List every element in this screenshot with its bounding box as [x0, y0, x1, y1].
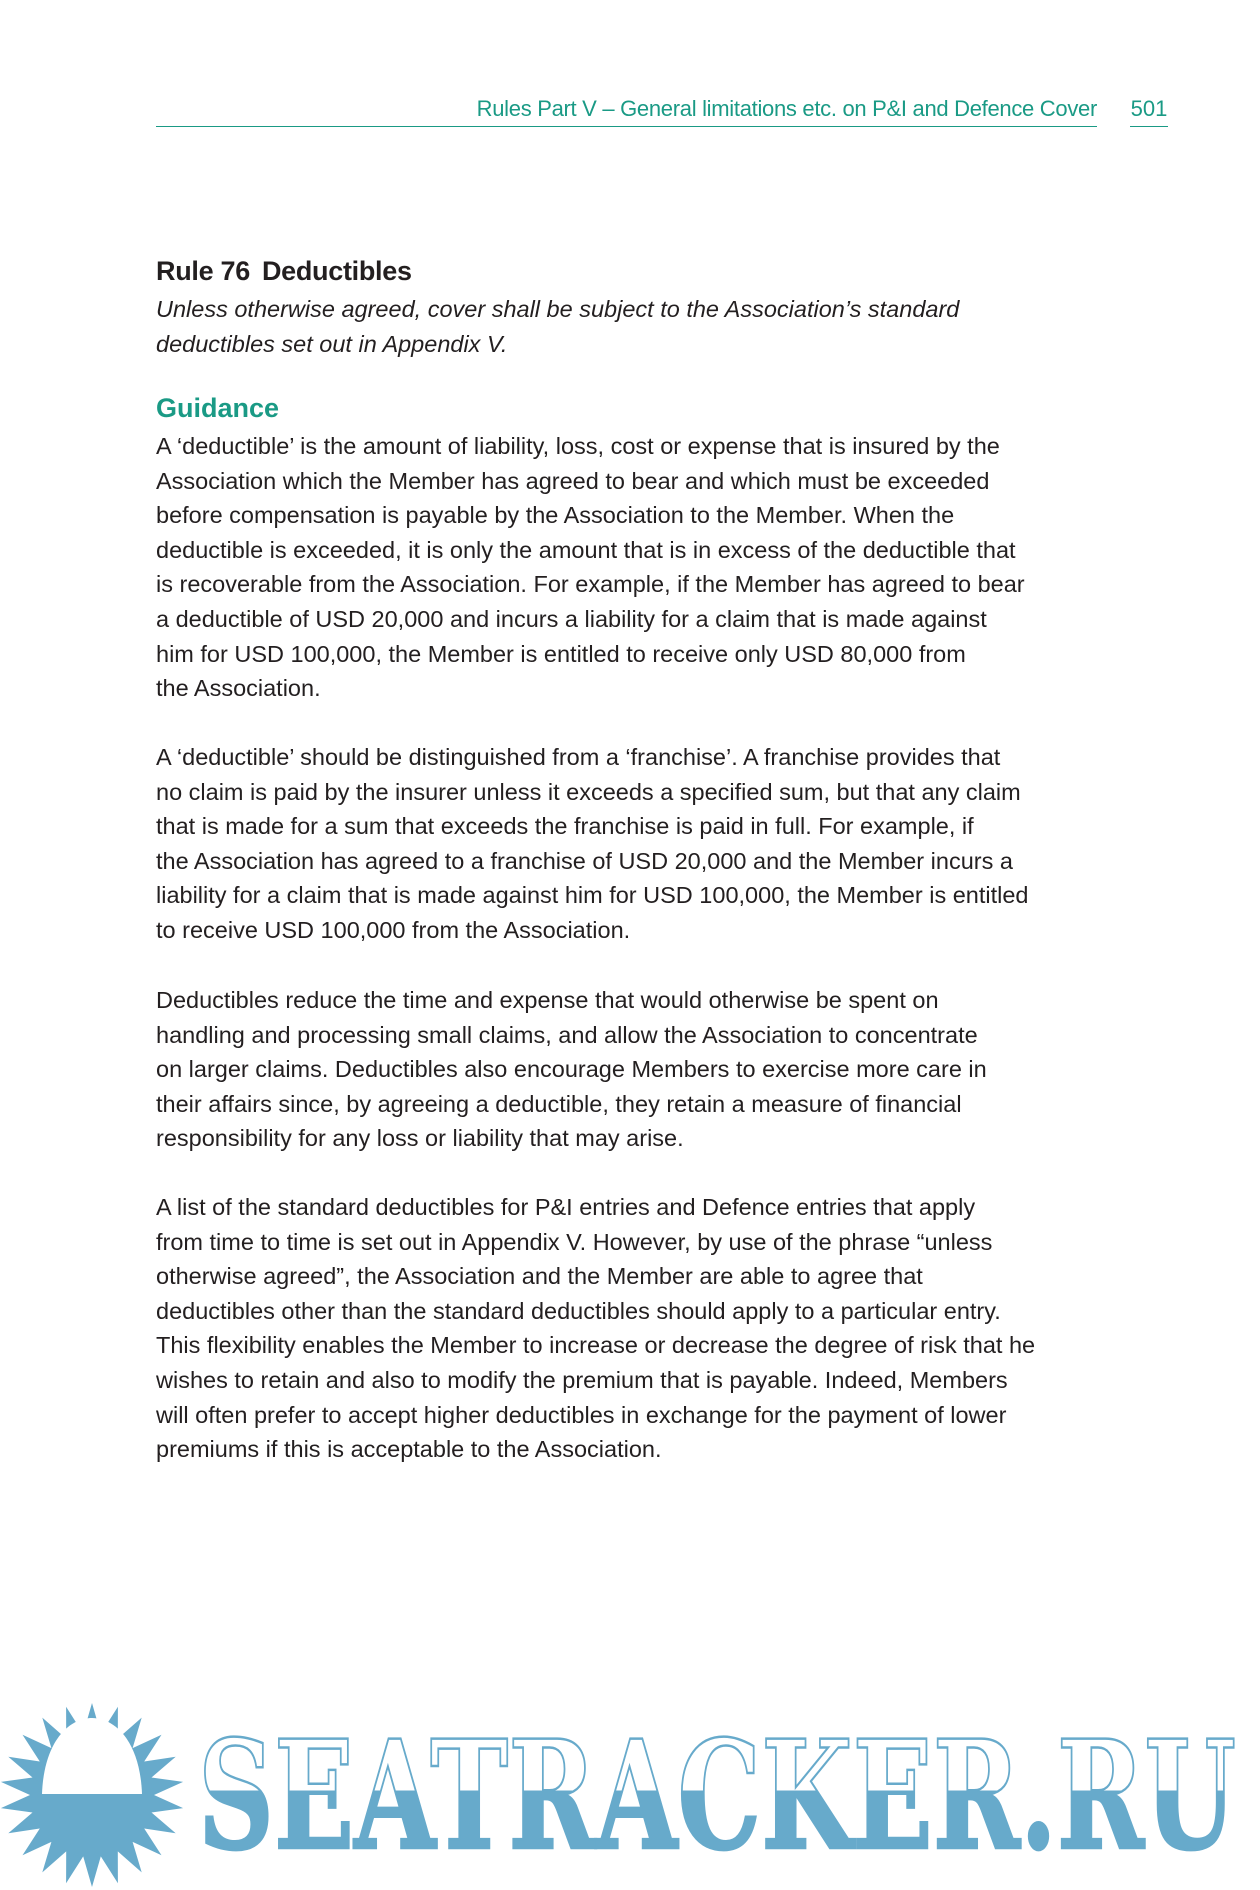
watermark-text: SEATRACKER.RU — [198, 1708, 1236, 1884]
rule-title: Deductibles — [261, 256, 412, 286]
rule-text-line: Unless otherwise agreed, cover shall be subject to the Association’s standard — [156, 296, 960, 322]
rule-text — [156, 292, 959, 362]
guidance-line: Deductibles reduce the time and expense that would otherwise be spent on — [156, 987, 939, 1013]
guidance-line: A list of the standard deductibles for P&I entries and Defence entries that apply — [156, 1194, 976, 1220]
running-header: Rules Part V – General limitations etc. on P&I and Defence Cover — [156, 94, 1097, 127]
guidance-line: him for USD 100,000, the Member is entitled to receive only USD 80,000 from — [156, 640, 966, 667]
guidance-line: This flexibility enables the Member to increase or decrease the degree of risk that he — [156, 1332, 1036, 1359]
guidance-line: a deductible of USD 20,000 and incurs a liability for a claim that is made against — [156, 605, 987, 632]
guidance-line: the Association has agreed to a franchise of USD 20,000 and the Member incurs a — [156, 847, 1013, 874]
guidance-line: deductibles other than the standard deductibles should apply to a particular entry. — [156, 1297, 1001, 1324]
guidance-line: before compensation is payable by the Association to the Member. When the — [156, 502, 955, 529]
guidance-line: from time to time is set out in Appendix V. However, by use of the phrase “unless — [156, 1228, 993, 1255]
rule-text-line: deductibles set out in Appendix V. — [156, 331, 508, 357]
rule-number: Rule 76 — [156, 256, 250, 286]
guidance-line: deductible is exceeded, it is only the amount that is in excess of the deductible that — [156, 536, 1016, 563]
guidance-line: on larger claims. Deductibles also encourage Members to exercise more care in — [156, 1056, 987, 1083]
guidance-paragraph — [156, 983, 987, 1156]
guidance-line: A ‘deductible’ is the amount of liability, loss, cost or expense that is insured by the — [156, 433, 1000, 459]
rule-heading — [156, 256, 412, 287]
guidance-line: is recoverable from the Association. For example, if the Member has agreed to bear — [156, 571, 1025, 598]
guidance-line: will often prefer to accept higher deductibles in exchange for the payment of lower — [156, 1401, 1007, 1428]
guidance-paragraph — [156, 429, 1025, 706]
guidance-paragraph — [156, 740, 1029, 948]
guidance-line: premiums if this is acceptable to the Association. — [156, 1436, 662, 1463]
guidance-line: wishes to retain and also to modify the premium that is payable. Indeed, Members — [156, 1366, 1008, 1393]
guidance-line: responsibility for any loss or liability that may arise. — [156, 1125, 684, 1152]
watermark-logo — [0, 1700, 1260, 1890]
guidance-heading: Guidance — [156, 393, 280, 423]
guidance-paragraph — [156, 1190, 1035, 1467]
guidance-line: Association which the Member has agreed to bear and which must be exceeded — [156, 467, 990, 494]
guidance-line: that is made for a sum that exceeds the franchise is paid in full. For example, if — [156, 813, 974, 840]
guidance-line: to receive USD 100,000 from the Association. — [156, 916, 631, 943]
sun-icon — [1, 1703, 183, 1887]
guidance-line: the Association. — [156, 675, 321, 702]
guidance-line: A ‘deductible’ should be distinguished from a ‘franchise’. A franchise provides that — [156, 744, 1001, 770]
guidance-line: otherwise agreed”, the Association and the Member are able to agree that — [156, 1263, 923, 1290]
guidance-line: handling and processing small claims, and allow the Association to concentrate — [156, 1021, 978, 1048]
guidance-line: liability for a claim that is made against him for USD 100,000, the Member is entitled — [156, 882, 1029, 909]
page-number: 501 — [1130, 94, 1168, 127]
guidance-line: their affairs since, by agreeing a deductible, they retain a measure of financial — [156, 1090, 962, 1117]
guidance-line: no claim is paid by the insurer unless it exceeds a specified sum, but that any claim — [156, 778, 1021, 805]
